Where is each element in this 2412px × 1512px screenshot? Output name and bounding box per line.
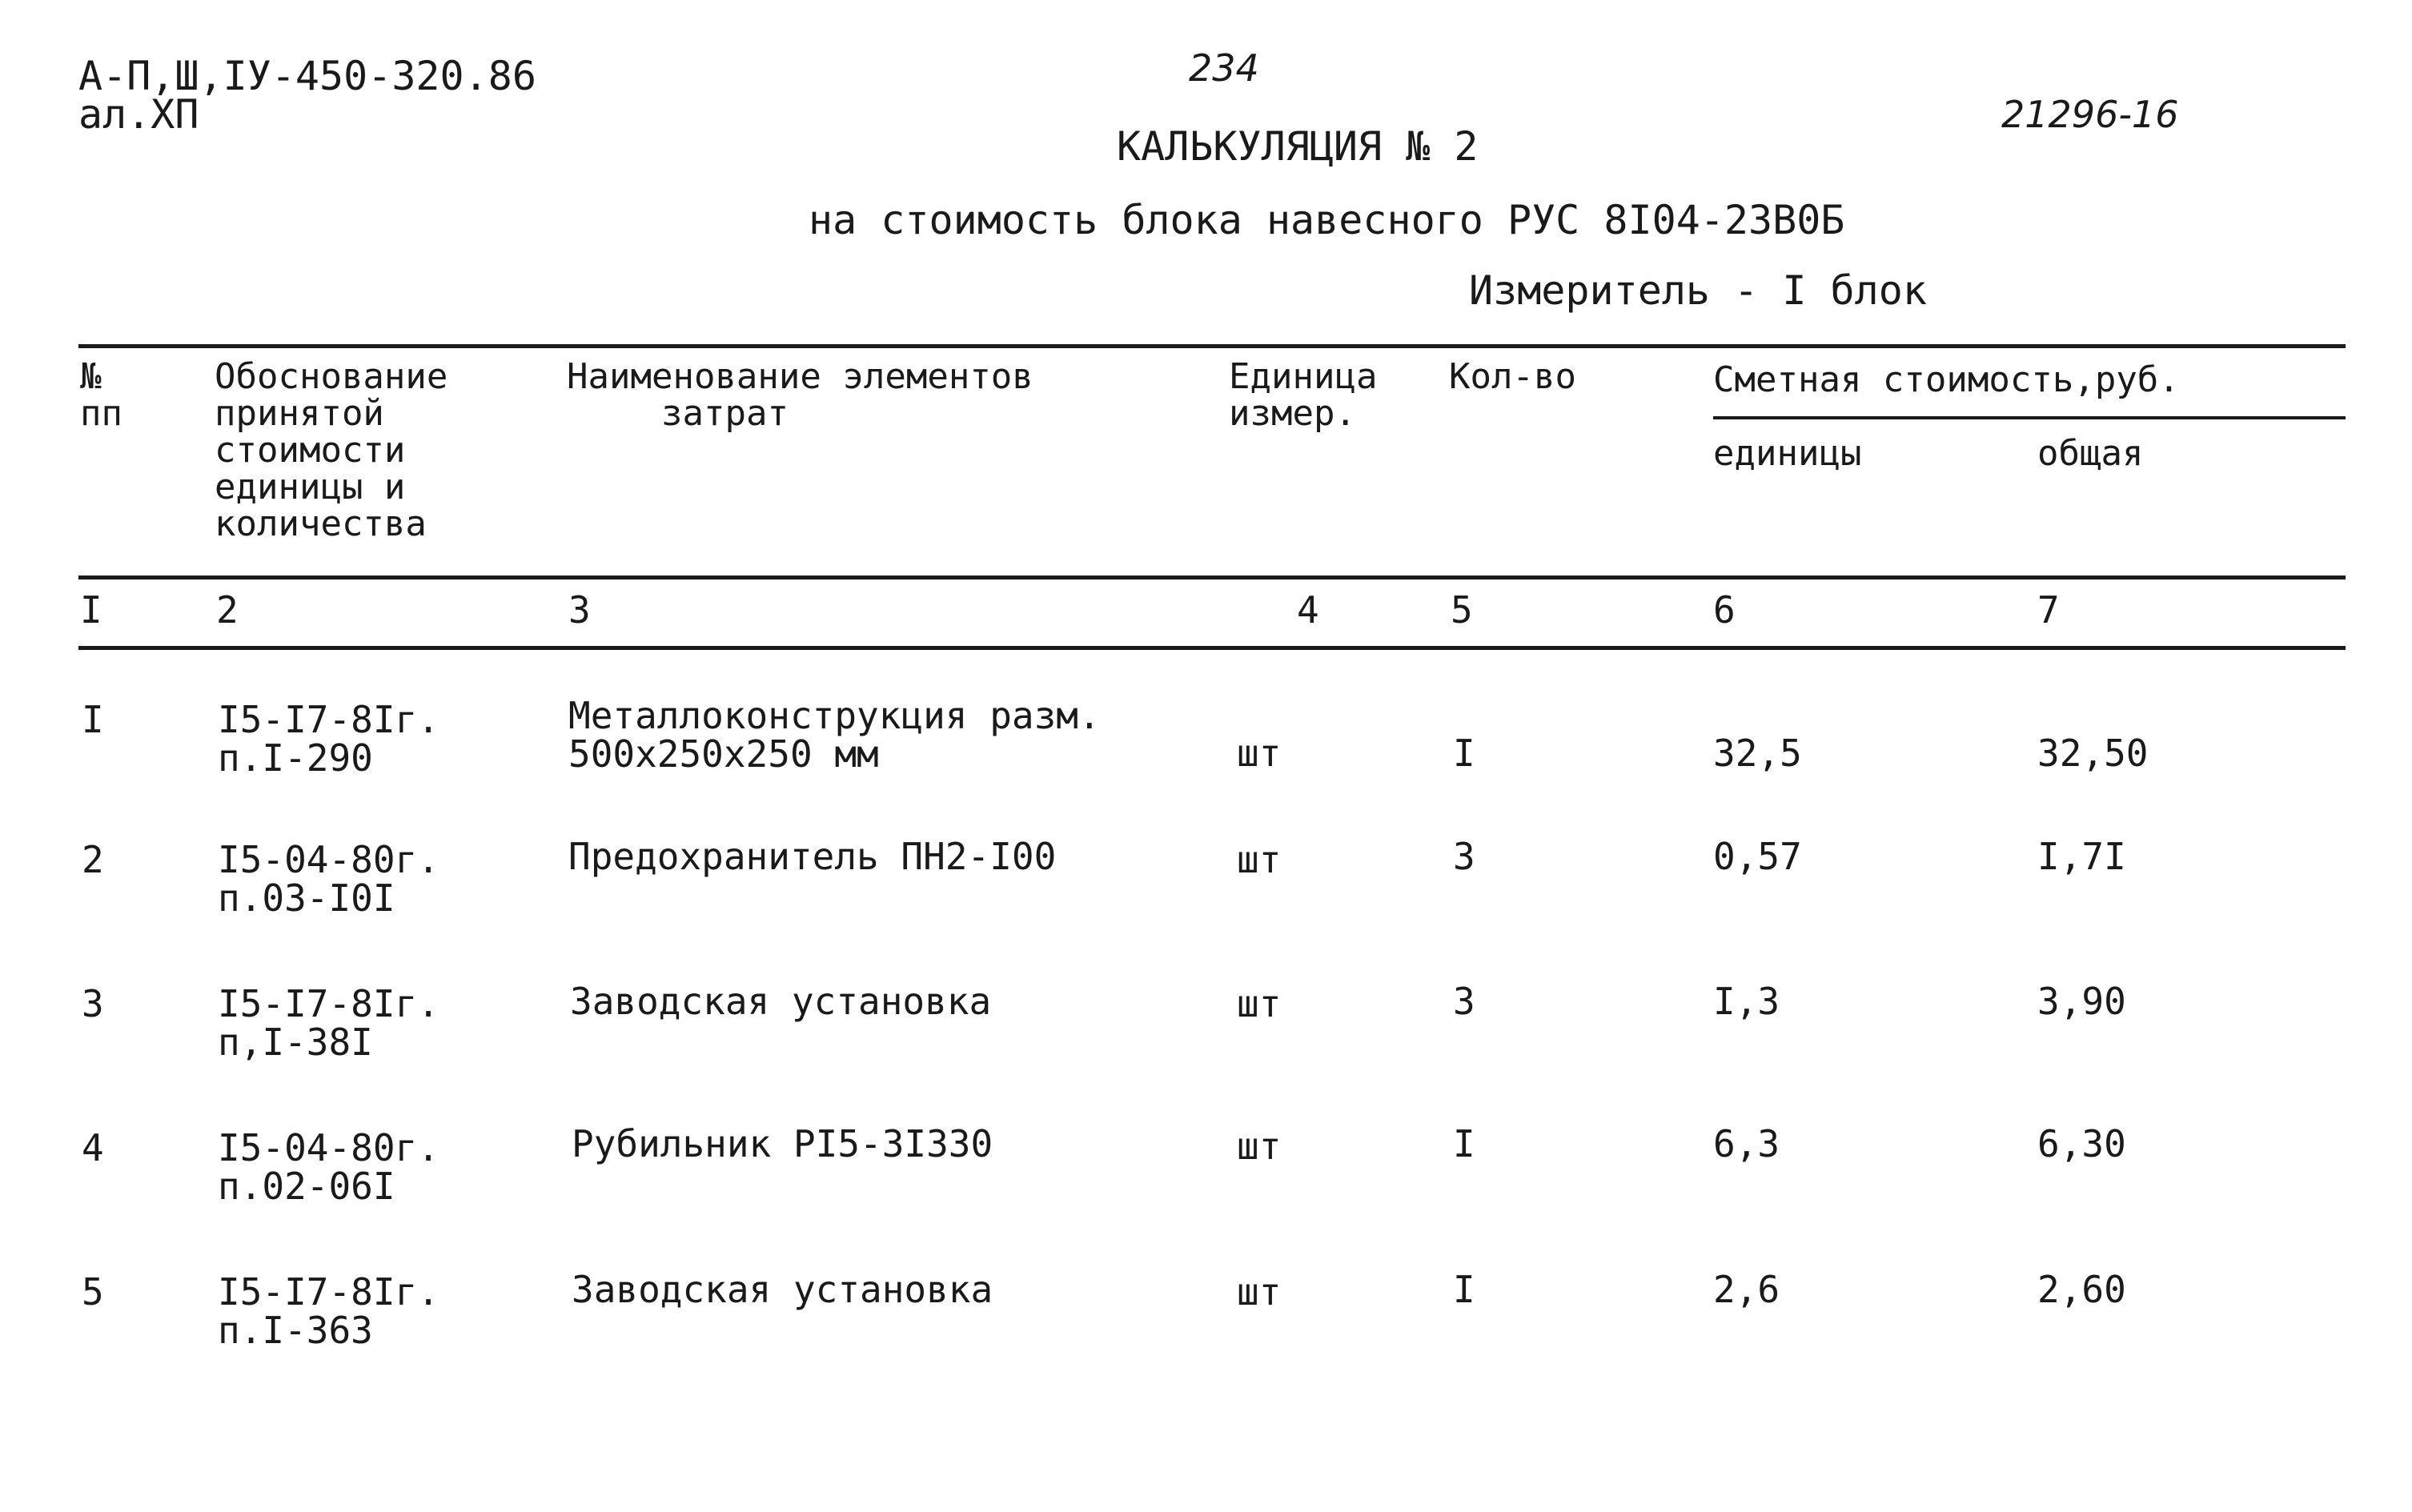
row-unit: шт bbox=[1237, 732, 1282, 775]
row-num: 2 bbox=[82, 838, 104, 881]
column-number: 3 bbox=[568, 588, 591, 632]
row-num: 4 bbox=[82, 1126, 104, 1169]
cost-group-rule bbox=[1713, 416, 2346, 419]
row-name: Предохранитель ПН2-I00 bbox=[568, 835, 1057, 878]
row-basis: I5-04-80г. п.02-06I bbox=[218, 1126, 439, 1208]
row-qty: I bbox=[1453, 1122, 1475, 1165]
column-number: I bbox=[80, 588, 102, 632]
page-number: 234 bbox=[1189, 46, 1259, 90]
row-cost-unit: 32,5 bbox=[1713, 732, 1802, 775]
row-name: Металлоконструкция разм. 500х250х250 мм bbox=[568, 694, 1101, 776]
header-qty: Кол-во bbox=[1449, 356, 1576, 397]
header-cost-unit: единицы bbox=[1713, 433, 1862, 474]
header-unit: Единица измер. bbox=[1229, 356, 1378, 434]
column-number: 5 bbox=[1451, 588, 1473, 632]
row-name: Заводская установка bbox=[572, 1268, 993, 1311]
row-cost-total: 6,30 bbox=[2037, 1122, 2126, 1165]
row-qty: I bbox=[1453, 732, 1475, 775]
row-qty: 3 bbox=[1453, 835, 1475, 878]
column-number: 7 bbox=[2037, 588, 2060, 632]
row-unit: шт bbox=[1237, 838, 1282, 881]
column-number: 4 bbox=[1297, 588, 1319, 632]
row-unit: шт bbox=[1237, 1125, 1282, 1168]
row-num: I bbox=[82, 698, 104, 741]
row-unit: шт bbox=[1237, 982, 1282, 1025]
row-cost-total: 32,50 bbox=[2037, 732, 2149, 775]
document-subtitle: на стоимость блока навесного РУС 8I04-23В0Б bbox=[809, 197, 1845, 243]
document-title: КАЛЬКУЛЯЦИЯ № 2 bbox=[1117, 123, 1479, 170]
row-cost-total: I,7I bbox=[2037, 835, 2126, 878]
row-cost-unit: 0,57 bbox=[1713, 835, 1802, 878]
document-album: ал.XП bbox=[78, 91, 199, 138]
header-name: Наименование элементов затрат bbox=[567, 356, 1033, 434]
row-cost-total: 2,60 bbox=[2037, 1268, 2126, 1311]
row-num: 3 bbox=[82, 982, 104, 1025]
header-cost-group: Сметная стоимость,руб. bbox=[1713, 359, 2180, 400]
row-name: Рубильник РI5-3I330 bbox=[572, 1122, 993, 1165]
row-basis: I5-I7-8Iг. п,I-38I bbox=[218, 982, 439, 1064]
row-name: Заводская установка bbox=[570, 980, 992, 1023]
row-cost-unit: 2,6 bbox=[1713, 1268, 1780, 1311]
row-qty: 3 bbox=[1453, 980, 1475, 1023]
row-qty: I bbox=[1453, 1268, 1475, 1311]
row-unit: шт bbox=[1237, 1270, 1282, 1313]
header-cost-total: общая bbox=[2037, 433, 2144, 474]
table-top-rule bbox=[78, 344, 2346, 348]
row-basis: I5-I7-8Iг. п.I-363 bbox=[218, 1270, 439, 1352]
column-number: 2 bbox=[216, 588, 239, 632]
measure-unit: Измеритель - I блок bbox=[1469, 267, 1927, 314]
archive-number: 21296-16 bbox=[2001, 93, 2179, 136]
header-bottom-rule bbox=[78, 576, 2346, 580]
column-numbers-rule bbox=[78, 646, 2346, 650]
document-code: А-П,Ш,IУ-450-320.86 bbox=[78, 53, 536, 99]
row-cost-unit: I,3 bbox=[1713, 980, 1780, 1023]
row-cost-total: 3,90 bbox=[2037, 980, 2126, 1023]
header-basis: Обоснование принятой стоимости единицы и количества bbox=[215, 356, 448, 544]
column-number: 6 bbox=[1713, 588, 1736, 632]
row-basis: I5-04-80г. п.03-I0I bbox=[218, 838, 439, 920]
row-basis: I5-I7-8Iг. п.I-290 bbox=[218, 698, 439, 780]
header-num: № пп bbox=[80, 356, 122, 434]
row-cost-unit: 6,3 bbox=[1713, 1122, 1780, 1165]
row-num: 5 bbox=[82, 1270, 104, 1313]
